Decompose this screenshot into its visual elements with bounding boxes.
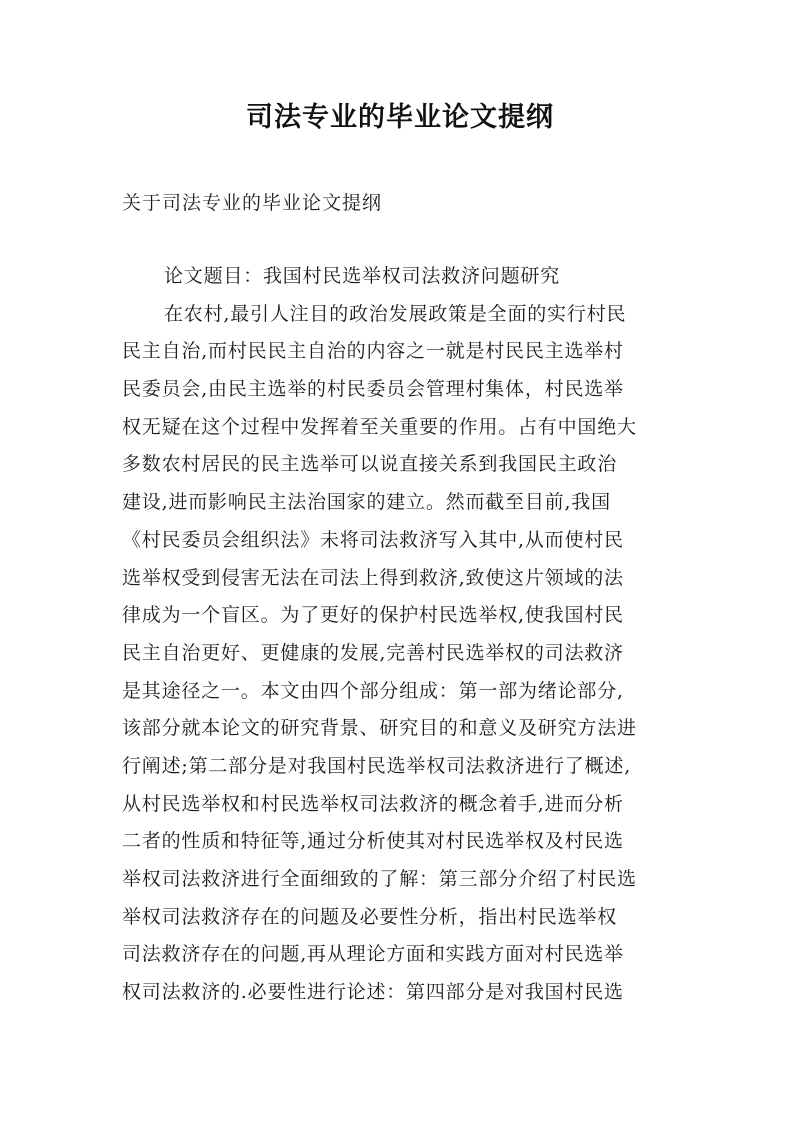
document-subtitle: 关于司法专业的毕业论文提纲: [122, 192, 383, 214]
body-line: 建设,进而影响民主法治国家的建立。然而截至目前,我国: [122, 491, 611, 514]
body-line: 权无疑在这个过程中发挥着至关重要的作用。占有中国绝大: [122, 415, 637, 438]
body-line: 民委员会,由民主选举的村民委员会管理村集体，村民选举: [122, 378, 624, 401]
body-line: 选举权受到侵害无法在司法上得到救济,致使这片领域的法: [122, 566, 624, 589]
body-line: 在农村,最引人注目的政治发展政策是全面的实行村民: [164, 302, 627, 325]
document-body: [122, 258, 682, 1012]
body-line: 民主自治更好、更健康的发展,完善村民选举权的司法救济: [122, 641, 624, 664]
body-line: 律成为一个盲区。为了更好的保护村民选举权,使我国村民: [122, 604, 624, 627]
body-line: 司法救济存在的问题,再从理论方面和实践方面对村民选举: [122, 943, 624, 966]
body-line: 从村民选举权和村民选举权司法救济的概念着手,进而分析: [122, 792, 624, 815]
body-line: 多数农村居民的民主选举可以说直接关系到我国民主政治: [122, 453, 618, 476]
topic-line: 论文题目：我国村民选举权司法救济问题研究: [164, 265, 561, 287]
body-line: 该部分就本论文的研究背景、研究目的和意义及研究方法进: [122, 717, 637, 740]
body-line: 权司法救济的.必要性进行论述：第四部分是对我国村民选: [122, 981, 624, 1004]
body-line: 行阐述;第二部分是对我国村民选举权司法救济进行了概述,: [122, 754, 632, 777]
body-line: 举权司法救济进行全面细致的了解：第三部分介绍了村民选: [122, 868, 637, 890]
body-line: 是其途径之一。本文由四个部分组成：第一部为绪论部分,: [122, 679, 624, 702]
body-line: 《村民委员会组织法》未将司法救济写入其中,从而使村民: [122, 528, 624, 551]
document-title: 司法专业的毕业论文提纲: [246, 102, 554, 133]
body-line: 民主自治,而村民民主自治的内容之一就是村民民主选举村: [122, 340, 624, 363]
body-line: 举权司法救济存在的问题及必要性分析，指出村民选举权: [122, 905, 618, 928]
body-line: 二者的性质和特征等,通过分析使其对村民选举权及村民选: [122, 830, 624, 853]
